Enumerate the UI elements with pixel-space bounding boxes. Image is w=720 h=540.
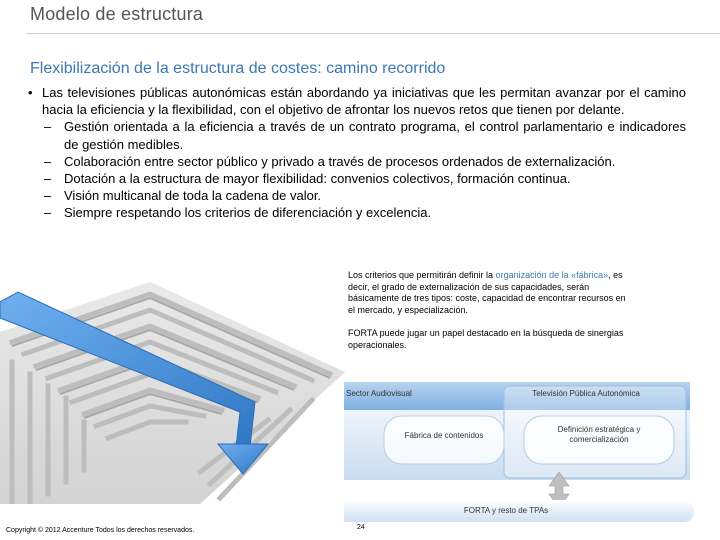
criteria-text-end: , es decir, el grado de externalización de sus capacidades, serán básicamente de tres tipos: coste, capacidad de encontrar recursos en el mercado, y especialización.	[348, 270, 626, 315]
sub-bullet-text: Visión multicanal de toda la cadena de valor.	[64, 188, 322, 204]
fabrica-box	[384, 416, 504, 464]
dash-marker: –	[44, 188, 52, 204]
paragraph-spacer	[348, 316, 626, 328]
forta-paragraph: FORTA puede jugar un papel destacado en la búsqueda de sinergias operacionales.	[348, 328, 624, 350]
bullet-marker: •	[28, 85, 33, 100]
sub-bullet-text: Dotación a la estructura de mayor flexibilidad: convenios colectivos, formación continua.	[64, 171, 571, 187]
sub-bullet-text: Gestión orientada a la eficiencia a través de un contrato programa, el control parlamentario e indicadores de gestión medibles.	[64, 119, 686, 152]
fabrica-label: Fábrica de contenidos	[404, 431, 484, 440]
sector-label: Sector Audiovisual	[346, 389, 412, 398]
explanatory-text	[348, 270, 626, 352]
page-title: Modelo de estructura	[30, 4, 204, 24]
page-number: 24	[357, 524, 365, 531]
header-divider	[26, 33, 720, 34]
sub-bullet	[28, 118, 686, 152]
fabrica-highlight: organización de la «fábrica»	[495, 270, 609, 280]
structure-diagram	[344, 382, 694, 522]
sub-bullet	[28, 153, 686, 170]
criteria-paragraph	[348, 270, 626, 316]
bullet-list	[28, 84, 686, 222]
maze-illustration	[0, 262, 345, 504]
definicion-line: Definición estratégica y	[557, 425, 641, 434]
tpa-label: Televisión Pública Autonómica	[532, 389, 640, 398]
dash-marker: –	[44, 119, 52, 135]
dash-marker: –	[44, 153, 52, 169]
sub-bullet	[28, 170, 686, 187]
forta-label: FORTA y resto de TPAs	[463, 506, 549, 515]
sub-bullet	[28, 204, 686, 221]
slide-subtitle: Flexibilización de la estructura de costes: camino recorrido	[30, 60, 446, 77]
bullet-main	[28, 84, 686, 118]
copyright-footer: Copyright © 2012 Accenture Todos los derechos reservados.	[6, 527, 195, 534]
sub-bullet-text: Colaboración entre sector público y privado a través de procesos ordenados de externalización.	[64, 153, 616, 169]
sub-bullet-text: Siempre respetando los criterios de diferenciación y excelencia.	[64, 205, 432, 221]
bullet-main-text: Las televisiones públicas autonómicas están abordando ya iniciativas que les permitan avanzar por el camino hacia la eficiencia y la flexibilidad, con el objetivo de afrontar los nuevos retos que tienen por delante.	[42, 85, 686, 118]
criteria-text: Los criterios que permitirán definir la	[348, 270, 496, 280]
definicion-line: comercialización	[569, 435, 629, 444]
dash-marker: –	[44, 205, 52, 221]
dash-marker: –	[44, 171, 52, 187]
sub-bullet	[28, 187, 686, 204]
definicion-label	[524, 425, 674, 445]
